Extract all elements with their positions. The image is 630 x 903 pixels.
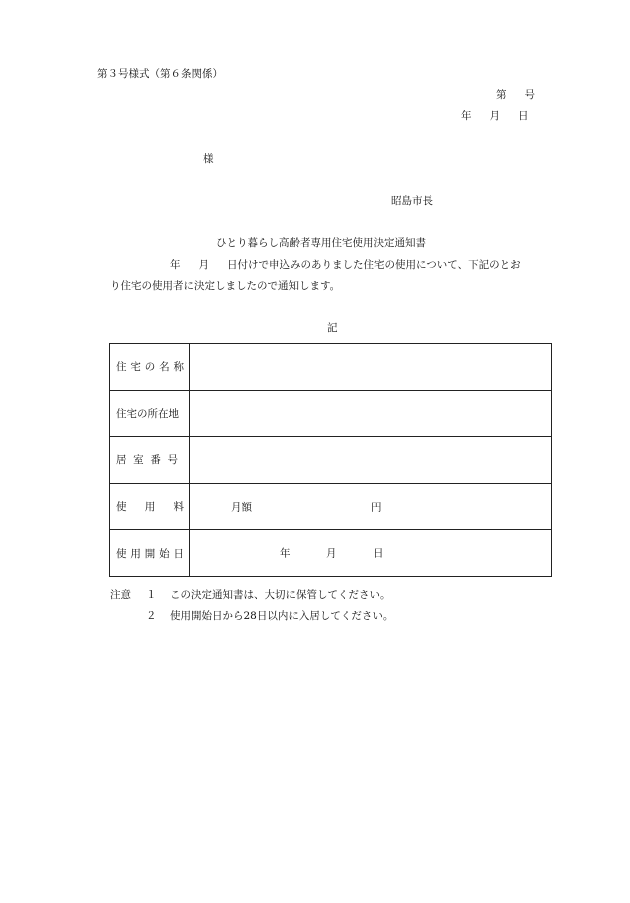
ki-heading: 記 — [327, 322, 338, 334]
start-date-label — [110, 530, 190, 577]
info-table — [109, 343, 552, 577]
body-month: 月 — [198, 259, 209, 271]
label-char: 宅 — [130, 361, 141, 374]
label-char: の — [144, 361, 156, 374]
room-number-label — [110, 437, 190, 484]
body-line-1-text: 日付けで申込みのありました住宅の使用について、下記のとお — [227, 259, 521, 271]
note-number: ２ — [146, 610, 157, 622]
document-date — [461, 109, 529, 123]
fee-yen: 円 — [371, 501, 382, 514]
label-char: 号 — [167, 454, 178, 467]
start-date-value[interactable] — [190, 530, 552, 577]
note-item — [146, 609, 393, 623]
label-char: 料 — [173, 501, 184, 514]
label-char: 使 — [116, 501, 127, 514]
label-char: 使 — [116, 547, 127, 560]
number-prefix: 第 — [496, 89, 507, 101]
housing-name-value[interactable] — [190, 344, 552, 391]
table-row — [110, 483, 552, 530]
number-suffix: 号 — [524, 89, 535, 101]
body-line-2: り住宅の使用者に決定しましたので通知します。 — [110, 280, 341, 292]
recipient-honorific: 様 — [203, 153, 214, 165]
table-row — [110, 437, 552, 484]
table-row — [110, 344, 552, 391]
body-line-1 — [170, 258, 521, 272]
label-char: 番 — [150, 454, 161, 467]
start-year: 年 — [280, 547, 291, 560]
label-char: 用 — [130, 547, 141, 560]
date-month: 月 — [489, 110, 500, 122]
note-text: 使用開始日から28日以内に入居してください。 — [170, 610, 394, 622]
body-year: 年 — [170, 259, 181, 271]
usage-fee-value[interactable] — [190, 483, 552, 530]
housing-location-value[interactable] — [190, 390, 552, 437]
sender: 昭島市長 — [391, 195, 433, 207]
room-number-value[interactable] — [190, 437, 552, 484]
label-char: 称 — [173, 361, 184, 374]
start-day: 日 — [373, 547, 384, 560]
usage-fee-label — [110, 483, 190, 530]
label-char: 開 — [144, 547, 156, 560]
date-year: 年 — [461, 110, 472, 122]
label-char: 日 — [173, 547, 184, 560]
label-char: 居 — [116, 454, 127, 467]
document-title: ひとり暮らし高齢者専用住宅使用決定通知書 — [216, 237, 426, 249]
label-text: 住宅の所在地 — [116, 407, 179, 420]
note-item — [110, 588, 391, 602]
housing-name-label — [110, 344, 190, 391]
table-row — [110, 390, 552, 437]
housing-location-label — [110, 390, 190, 437]
label-char: 住 — [116, 361, 127, 374]
note-text: この決定通知書は、大切に保管してください。 — [170, 589, 391, 601]
note-number: １ — [146, 589, 157, 601]
label-char: 始 — [159, 547, 170, 560]
document-number — [496, 88, 535, 102]
label-char: 用 — [144, 501, 156, 514]
table-row — [110, 530, 552, 577]
label-char: 室 — [133, 454, 144, 467]
form-label: 第３号様式（第６条関係） — [97, 68, 223, 80]
start-month: 月 — [326, 547, 337, 560]
label-char: 名 — [159, 361, 170, 374]
fee-monthly: 月額 — [231, 501, 252, 514]
date-day: 日 — [518, 110, 529, 122]
notes-heading: 注意 — [110, 589, 131, 601]
